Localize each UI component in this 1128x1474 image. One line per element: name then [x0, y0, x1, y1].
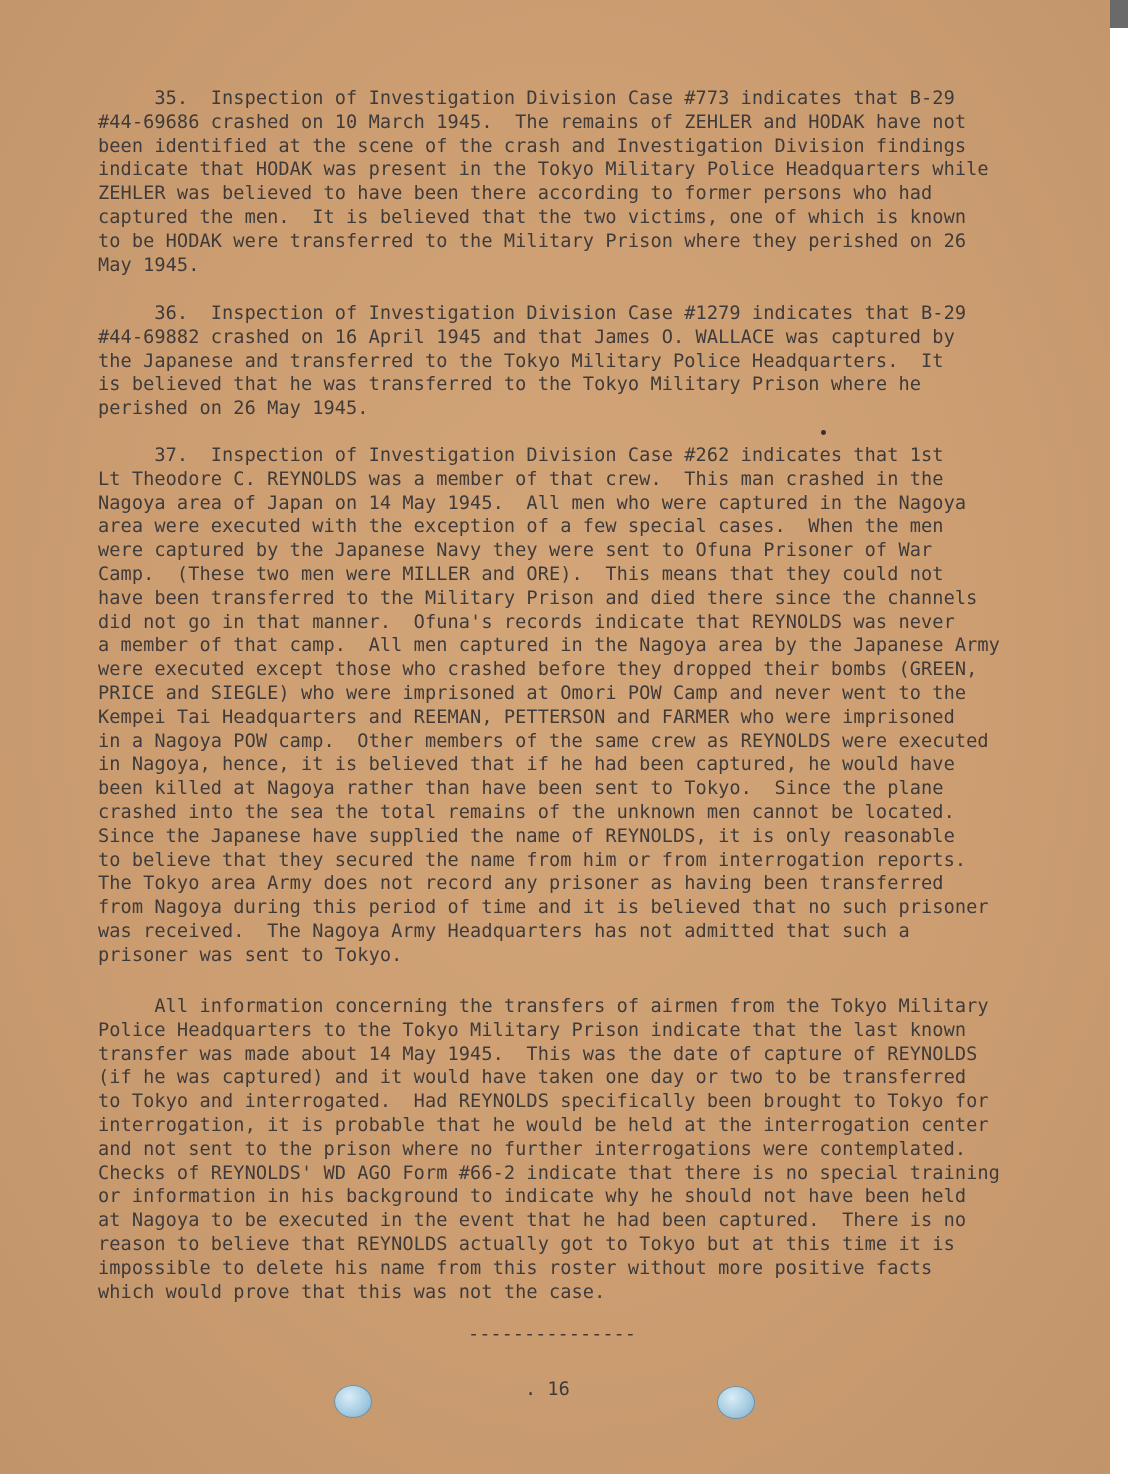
text-line: been identified at the scene of the crash and Investigation Division findings [98, 135, 967, 157]
page-tab [1110, 0, 1128, 28]
text-line: Kempei Tai Headquarters and REEMAN, PETTERSON and FARMER who were imprisoned [98, 706, 955, 728]
text-line: #44-69686 crashed on 10 March 1945. The remains of ZEHLER and HODAK have not [98, 111, 967, 133]
text-line: were executed except those who crashed before they dropped their bombs (GREEN, [98, 659, 978, 681]
text-line: 37. Inspection of Investigation Division Case #262 indicates that 1st [98, 445, 944, 466]
text-line: All information concerning the transfers of airmen from the Tokyo Military [98, 996, 989, 1017]
text-line: prisoner was sent to Tokyo. [98, 944, 403, 966]
text-line: and not sent to the prison where no further interrogations were contemplated. [98, 1138, 967, 1160]
text-line: or information in his background to indicate why he should not have been held [98, 1186, 967, 1208]
punch-hole [334, 1385, 372, 1418]
text-line: 36. Inspection of Investigation Division Case #1279 indicates that B-29 [98, 303, 967, 324]
text-line: were captured by the Japanese Navy they were sent to Ofuna Prisoner of War [98, 540, 933, 562]
text-line: a member of that camp. All men captured in the Nagoya area by the Japanese Army [98, 635, 1000, 657]
text-line: PRICE and SIEGLE) who were imprisoned at Omori POW Camp and never went to the [98, 682, 967, 704]
ink-speck [821, 430, 826, 435]
text-line: 35. Inspection of Investigation Division Case #773 indicates that B-29 [98, 88, 955, 109]
text-line: perished on 26 May 1945. [98, 398, 369, 420]
text-line: at Nagoya to be executed in the event that he had been captured. There is no [98, 1210, 967, 1232]
page-edge-margin [1110, 0, 1128, 1474]
text-line: in a Nagoya POW camp. Other members of the same crew as REYNOLDS were executed [98, 730, 989, 752]
text-line: been killed at Nagoya rather than have been sent to Tokyo. Since the plane [98, 778, 944, 800]
separator-line: --------------- [468, 1324, 636, 1345]
paragraph-conclusion [98, 995, 1043, 1304]
text-line: indicate that HODAK was present in the Tokyo Military Police Headquarters while [98, 159, 989, 181]
text-line: Camp. (These two men were MILLER and ORE). This means that they could not [98, 563, 944, 585]
text-line: Police Headquarters to the Tokyo Military Prison indicate that the last known [98, 1019, 967, 1041]
page-number: . 16 [525, 1379, 570, 1400]
text-line: Nagoya area of Japan on 14 May 1945. All men who were captured in the Nagoya [98, 492, 967, 514]
text-line: Since the Japanese have supplied the name of REYNOLDS, it is only reasonable [98, 825, 955, 847]
paragraph-36 [98, 302, 1043, 421]
text-line: to be HODAK were transferred to the Military Prison where they perished on 26 [98, 230, 967, 252]
text-line: captured the men. It is believed that the two victims, one of which is known [98, 206, 967, 228]
paragraph-37 [98, 444, 1043, 968]
paragraph-35 [98, 87, 1043, 277]
text-line: from Nagoya during this period of time and it is believed that no such prisoner [98, 897, 989, 919]
text-line: reason to believe that REYNOLDS actually got to Tokyo but at this time it is [98, 1233, 955, 1255]
text-line: transfer was made about 14 May 1945. This was the date of capture of REYNOLDS [98, 1043, 978, 1065]
text-line: is believed that he was transferred to the Tokyo Military Prison where he [98, 374, 922, 396]
text-line: to Tokyo and interrogated. Had REYNOLDS specifically been brought to Tokyo for [98, 1091, 989, 1113]
text-line: in Nagoya, hence, it is believed that if he had been captured, he would have [98, 754, 955, 776]
text-line: impossible to delete his name from this roster without more positive facts [98, 1257, 933, 1279]
punch-hole [717, 1386, 755, 1419]
text-line: was received. The Nagoya Army Headquarters has not admitted that such a [98, 920, 910, 942]
text-line: to believe that they secured the name from him or from interrogation reports. [98, 849, 967, 871]
text-line: interrogation, it is probable that he would be held at the interrogation center [98, 1114, 989, 1136]
text-line: Lt Theodore C. REYNOLDS was a member of that crew. This man crashed in the [98, 468, 944, 490]
text-line: (if he was captured) and it would have taken one day or two to be transferred [98, 1067, 967, 1089]
text-line: ZEHLER was believed to have been there according to former persons who had [98, 183, 933, 205]
text-line: #44-69882 crashed on 16 April 1945 and that James O. WALLACE was captured by [98, 326, 955, 348]
text-line: Checks of REYNOLDS' WD AGO Form #66-2 indicate that there is no special training [98, 1162, 1000, 1184]
text-line: have been transferred to the Military Prison and died there since the channels [98, 587, 978, 609]
text-line: the Japanese and transferred to the Tokyo Military Police Headquarters. It [98, 350, 944, 372]
text-line: crashed into the sea the total remains of the unknown men cannot be located. [98, 801, 955, 823]
text-line: May 1945. [98, 254, 200, 276]
text-line: The Tokyo area Army does not record any prisoner as having been transferred [98, 873, 944, 895]
text-line: area were executed with the exception of a few special cases. When the men [98, 516, 944, 538]
text-line: which would prove that this was not the case. [98, 1281, 606, 1303]
text-line: did not go in that manner. Ofuna's records indicate that REYNOLDS was never [98, 611, 955, 633]
